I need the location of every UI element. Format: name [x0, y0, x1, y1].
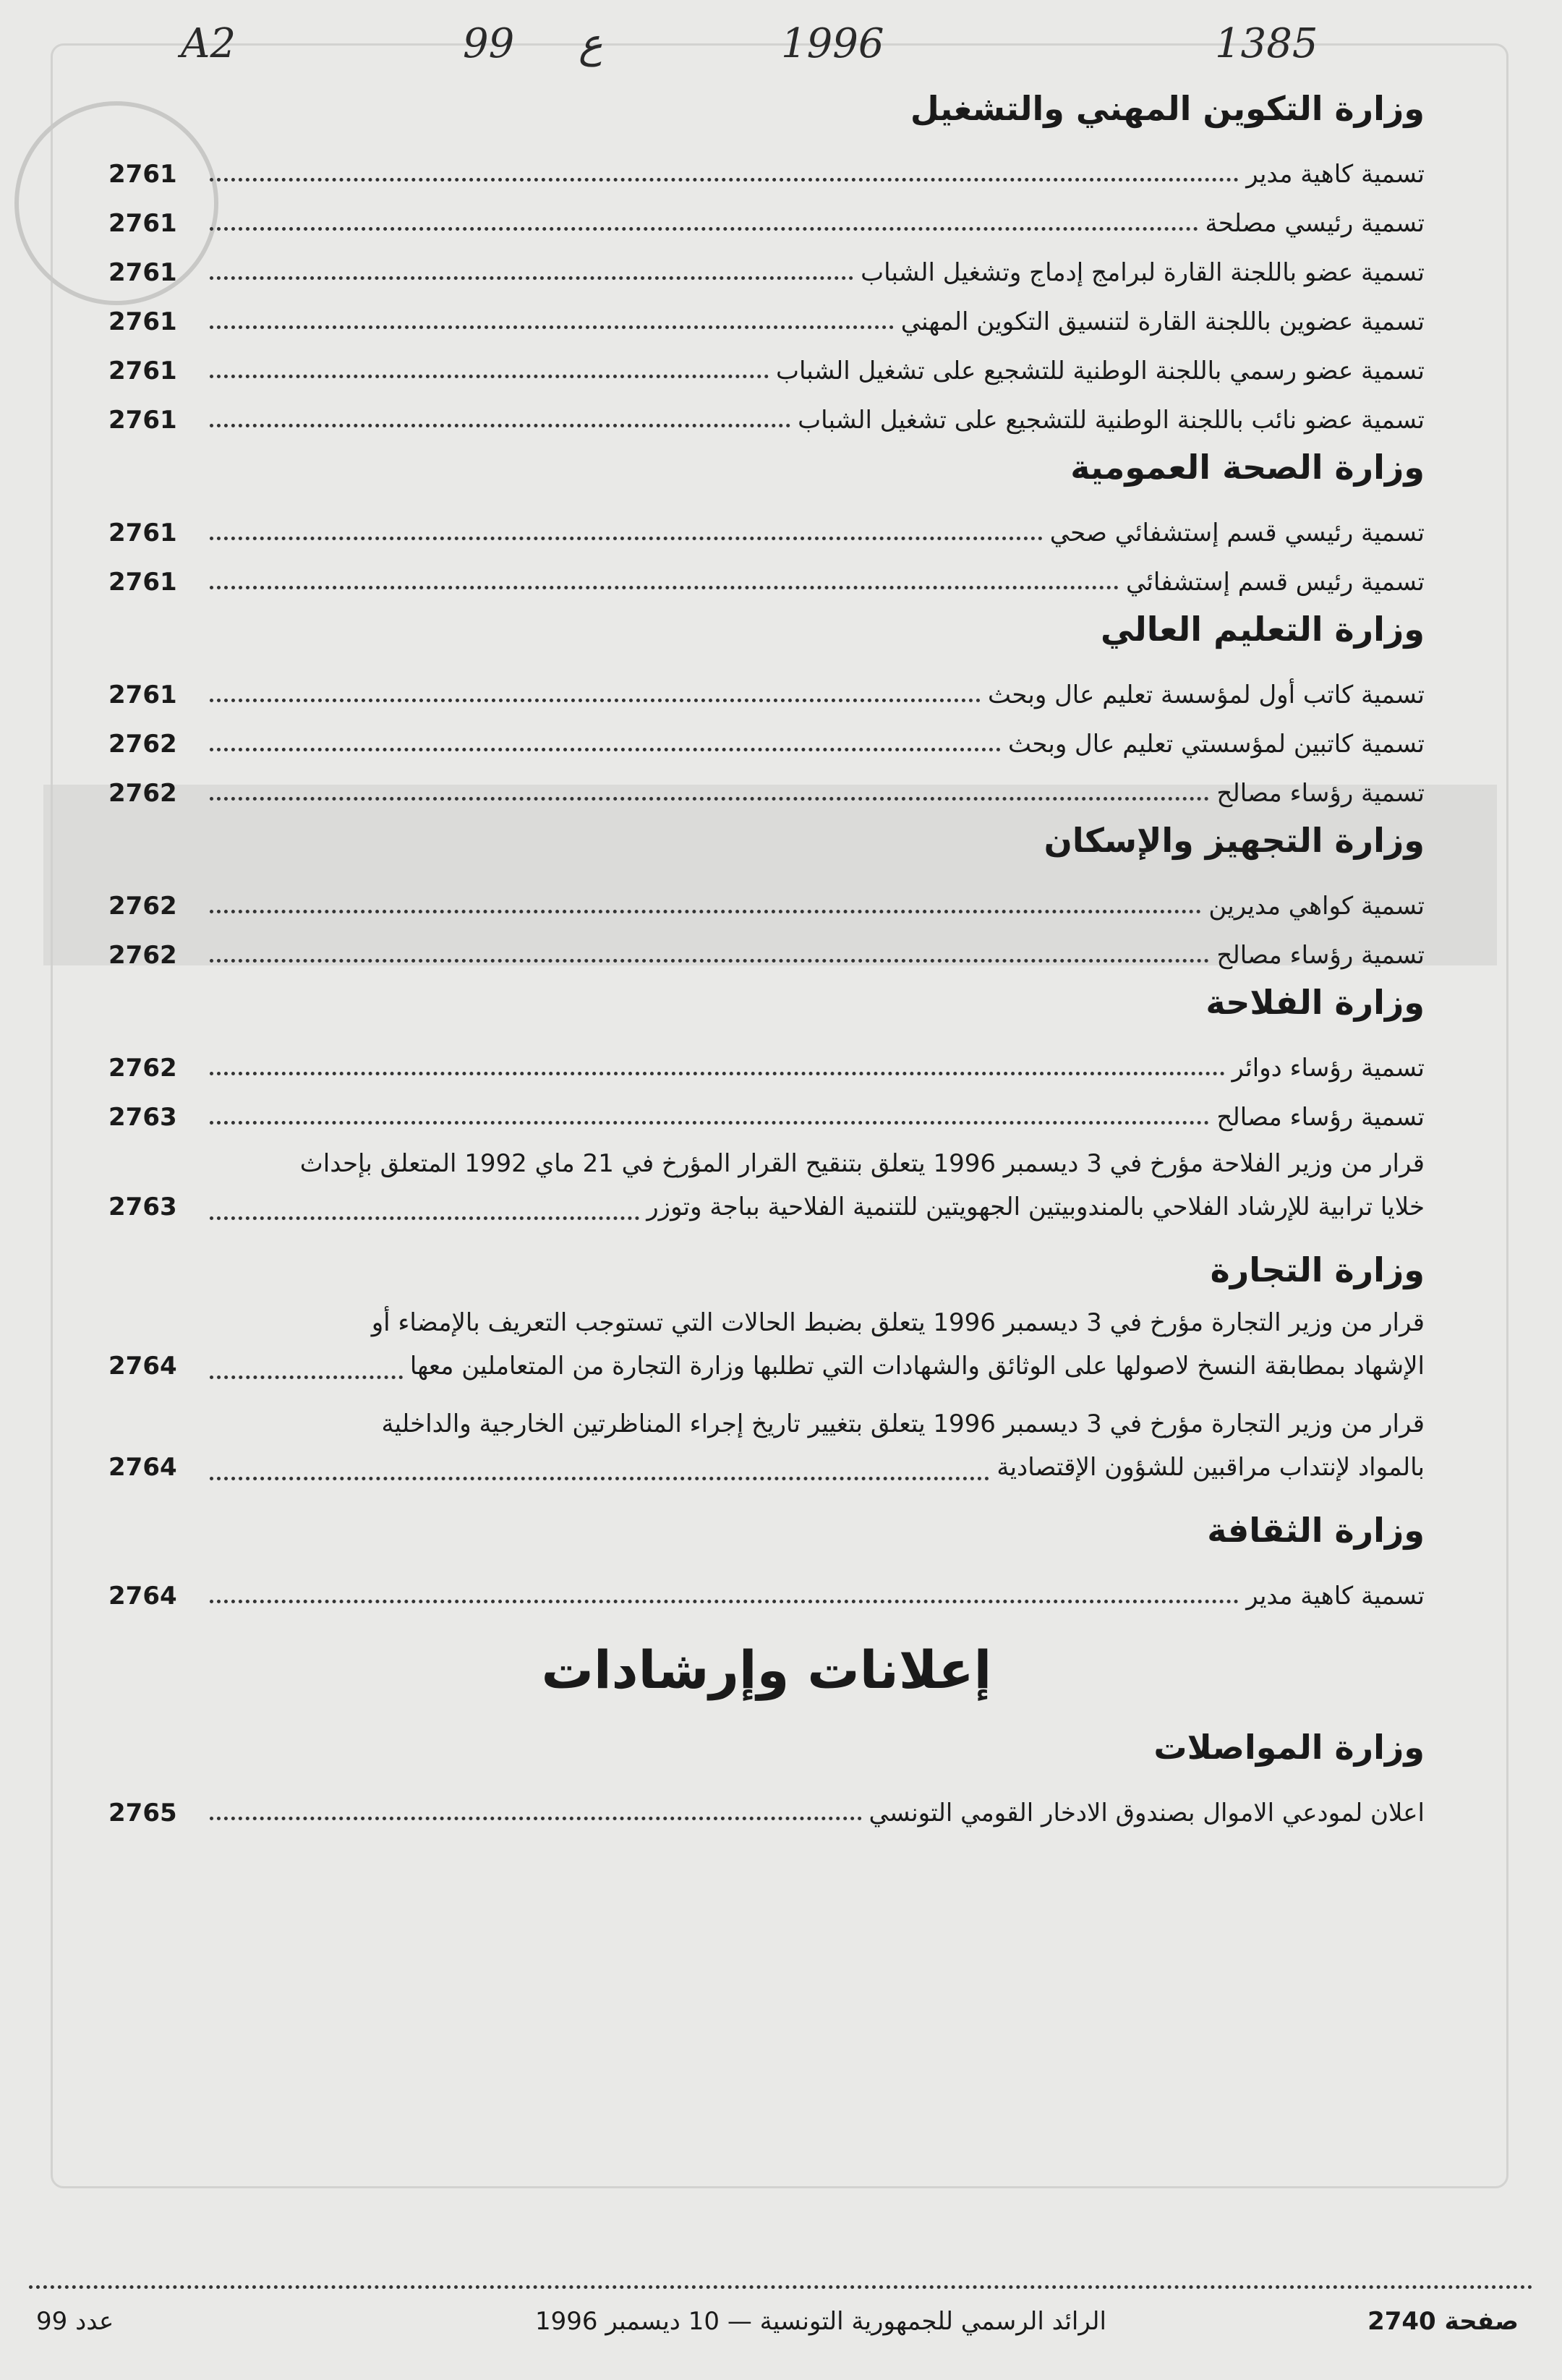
- footer-issue: عدد 99: [36, 2307, 114, 2336]
- page-number: 2764: [108, 1453, 177, 1482]
- page-number: 2763: [108, 1193, 177, 1221]
- toc-entry[interactable]: تسمية كواهي مديرين 2762: [108, 892, 1425, 921]
- footer-page-label: صفحة 2740: [1367, 2307, 1519, 2336]
- page-number: 2761: [108, 160, 177, 189]
- section-title: وزارة الصحة العمومية: [1070, 448, 1425, 487]
- ads-heading: إعلانات وإرشادات: [541, 1639, 992, 1700]
- toc-entry[interactable]: تسمية رؤساء مصالح 2763: [108, 1103, 1425, 1132]
- toc-entry[interactable]: تسمية رؤساء دوائر 2762: [108, 1054, 1425, 1083]
- section-title: وزارة المواصلات: [1153, 1728, 1425, 1767]
- handwritten-note-issue: 99: [463, 20, 515, 67]
- toc-entry[interactable]: تسمية كاتب أول لمؤسسة تعليم عال وبحث 2761: [108, 681, 1425, 709]
- table-of-contents: [108, 76, 1425, 1827]
- section-title: وزارة التجارة: [1210, 1250, 1425, 1289]
- page-number: 2761: [108, 568, 177, 597]
- page-number: 2765: [108, 1799, 177, 1827]
- footer-rule: [29, 2285, 1533, 2289]
- section-title: وزارة الفلاحة: [1205, 983, 1425, 1022]
- page-number: 2761: [108, 307, 177, 336]
- toc-entry[interactable]: تسمية عضو نائب باللجنة الوطنية للتشجيع على تشغيل الشباب 2761: [108, 406, 1425, 435]
- section-title: وزارة التجهيز والإسكان: [1044, 821, 1425, 860]
- page-number: 2762: [108, 892, 177, 921]
- toc-entry[interactable]: اعلان لمودعي الاموال بصندوق الادخار القومي التونسي 2765: [108, 1799, 1425, 1827]
- page-number: 2764: [108, 1582, 177, 1611]
- handwritten-note-left: A2: [181, 20, 236, 67]
- toc-entry[interactable]: تسمية عضو باللجنة القارة لبرامج إدماج وتشغيل الشباب 2761: [108, 258, 1425, 287]
- page-number: 2762: [108, 730, 177, 759]
- page-number: 2761: [108, 258, 177, 287]
- toc-entry[interactable]: تسمية رئيس قسم إستشفائي 2761: [108, 568, 1425, 597]
- page-number: 2762: [108, 941, 177, 970]
- section-title: وزارة التكوين المهني والتشغيل: [910, 89, 1425, 128]
- section-title: وزارة الثقافة: [1207, 1511, 1425, 1550]
- toc-entry[interactable]: تسمية رئيسي قسم إستشفائي صحي 2761: [108, 519, 1425, 547]
- page-footer: [29, 2307, 1533, 2350]
- section-title: وزارة التعليم العالي: [1100, 610, 1425, 649]
- page-number: 2764: [108, 1352, 177, 1381]
- page-number: 2761: [108, 357, 177, 385]
- page-number: 2762: [108, 1054, 177, 1083]
- decree-entry[interactable]: قرار من وزير التجارة مؤرخ في 3 ديسمبر 1996 يتعلق بتغيير تاريخ إجراء المناظرتين الخارجية والداخلية بالمواد لإنتداب مراقبين للشؤون الإقتصادية 2764: [108, 1402, 1425, 1489]
- page-number: 2763: [108, 1103, 177, 1132]
- footer-journal-title: الرائد الرسمي للجمهورية التونسية — 10 ديسمبر 1996: [535, 2307, 1106, 2336]
- page-number: 2761: [108, 209, 177, 238]
- page-number: 2761: [108, 519, 177, 547]
- handwritten-note-year: 1996: [781, 20, 884, 67]
- toc-entry[interactable]: تسمية رئيسي مصلحة 2761: [108, 209, 1425, 238]
- toc-entry[interactable]: تسمية كاهية مدير 2761: [108, 160, 1425, 189]
- decree-entry[interactable]: قرار من وزير الفلاحة مؤرخ في 3 ديسمبر 1996 يتعلق بتنقيح القرار المؤرخ في 21 ماي 1992 المتعلق بإحداث خلايا ترابية للإرشاد الفلاحي بالمندوبيتين الجهويتين للتنمية الفلاحية بباجة وتوزر 2763: [108, 1142, 1425, 1229]
- toc-entry[interactable]: تسمية رؤساء مصالح 2762: [108, 779, 1425, 808]
- toc-entry[interactable]: تسمية عضو رسمي باللجنة الوطنية للتشجيع على تشغيل الشباب 2761: [108, 357, 1425, 385]
- toc-entry[interactable]: تسمية عضوين باللجنة القارة لتنسيق التكوين المهني 2761: [108, 307, 1425, 336]
- decree-entry[interactable]: قرار من وزير التجارة مؤرخ في 3 ديسمبر 1996 يتعلق بضبط الحالات التي تستوجب التعريف بالإمضاء أو الإشهاد بمطابقة النسخ لاصولها على الوثائق والشهادات التي تطلبها وزارة التجارة من المتعاملين معها 2764: [108, 1301, 1425, 1388]
- toc-entry[interactable]: تسمية كاتبين لمؤسستي تعليم عال وبحث 2762: [108, 730, 1425, 759]
- handwritten-note-right: 1385: [1215, 20, 1318, 67]
- page-number: 2762: [108, 779, 177, 808]
- toc-entry[interactable]: تسمية رؤساء مصالح 2762: [108, 941, 1425, 970]
- page-number: 2761: [108, 406, 177, 435]
- toc-entry[interactable]: تسمية كاهية مدير 2764: [108, 1582, 1425, 1611]
- page-number: 2761: [108, 681, 177, 709]
- handwritten-note-mid: ع: [579, 20, 603, 67]
